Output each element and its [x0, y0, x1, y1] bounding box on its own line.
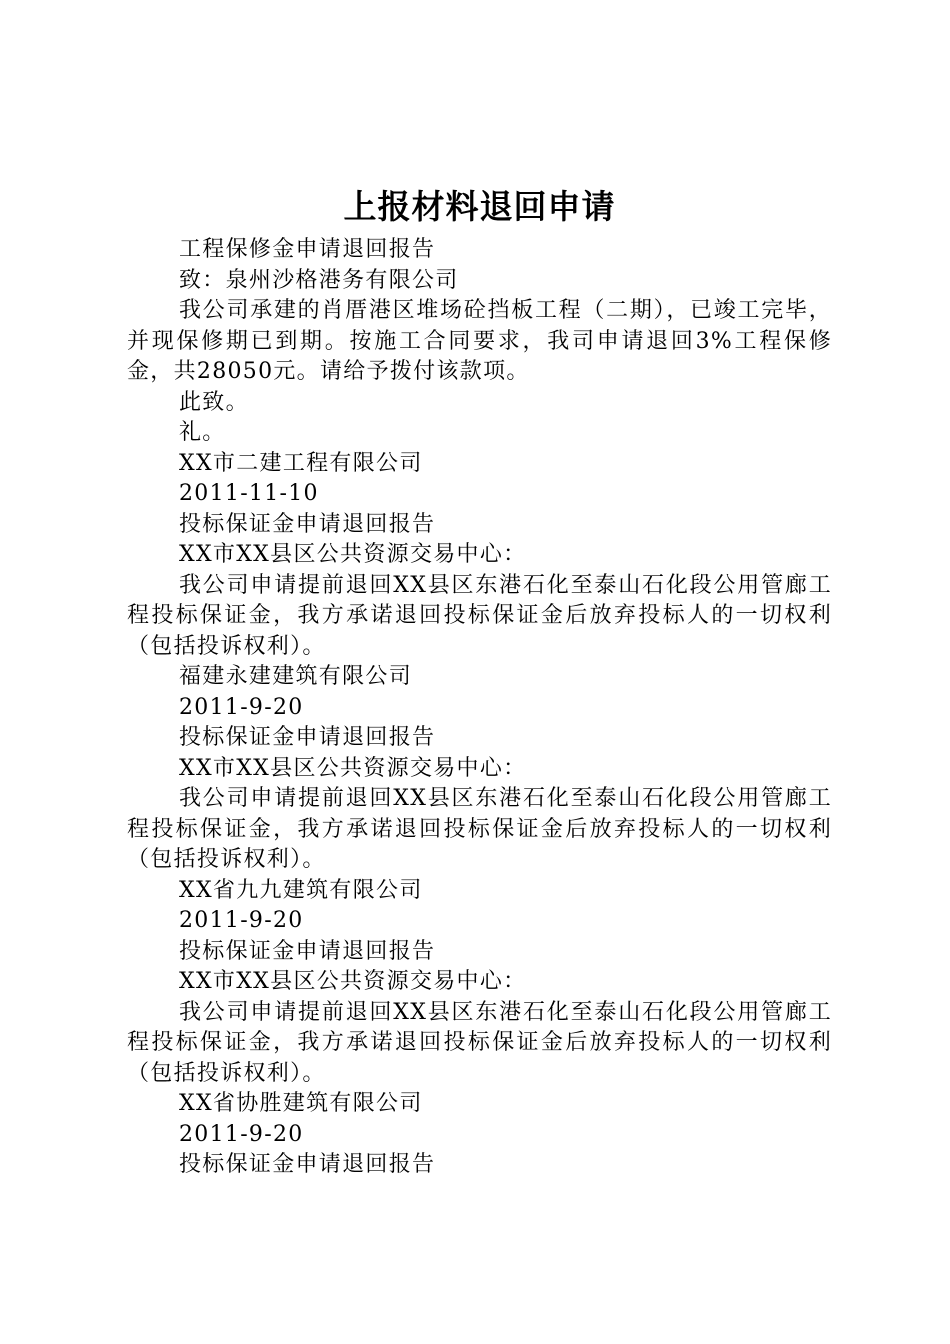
- document-page: [127, 183, 832, 1181]
- recipient-line: XX市XX县区公共资源交易中心：: [179, 969, 527, 994]
- report-title-bid-bond: 投标保证金申请退回报告: [179, 1152, 436, 1177]
- body-paragraph: 我公司申请提前退回XX县区东港石化至泰山石化段公用管廊工程投标保证金，我方承诺退回投标保证金后放弃投标人的一切权利（包括投诉权利）。: [127, 786, 832, 872]
- recipient-line: 致：泉州沙格港务有限公司: [179, 267, 459, 293]
- signatory-company: XX省协胜建筑有限公司: [179, 1091, 423, 1116]
- signatory-company: XX市二建工程有限公司: [179, 450, 423, 476]
- signatory-company: XX省九九建筑有限公司: [179, 877, 423, 903]
- report-title-bid-bond: 投标保证金申请退回报告: [179, 938, 436, 964]
- document-title: 上报材料退回申请: [343, 187, 616, 226]
- signature-date: 2011-9-20: [179, 694, 304, 720]
- signatory-company: 福建永建建筑有限公司: [179, 664, 413, 689]
- body-paragraph: 我公司承建的肖厝港区堆场砼挡板工程（二期），已竣工完毕，并现保修期已到期。按施工合同要求，我司申请退回3%工程保修金，共28050元。请给予拨付该款项。: [127, 298, 832, 384]
- document-body: [127, 235, 832, 1181]
- report-title-bid-bond: 投标保证金申请退回报告: [179, 511, 436, 537]
- body-paragraph: 我公司申请提前退回XX县区东港石化至泰山石化段公用管廊工程投标保证金，我方承诺退回投标保证金后放弃投标人的一切权利（包括投诉权利）。: [127, 999, 832, 1086]
- report-title-bid-bond: 投标保证金申请退回报告: [179, 725, 436, 750]
- signature-date: 2011-9-20: [179, 1121, 304, 1147]
- closing-line: 此致。: [179, 389, 249, 415]
- closing-line: 礼。: [179, 420, 226, 445]
- signature-date: 2011-11-10: [179, 481, 319, 506]
- body-paragraph: 我公司申请提前退回XX县区东港石化至泰山石化段公用管廊工程投标保证金，我方承诺退回投标保证金后放弃投标人的一切权利（包括投诉权利）。: [127, 572, 832, 659]
- signature-date: 2011-9-20: [179, 908, 304, 933]
- recipient-line: XX市XX县区公共资源交易中心：: [179, 755, 527, 781]
- recipient-line: XX市XX县区公共资源交易中心：: [179, 542, 527, 567]
- report-title-warranty: 工程保修金申请退回报告: [179, 237, 436, 262]
